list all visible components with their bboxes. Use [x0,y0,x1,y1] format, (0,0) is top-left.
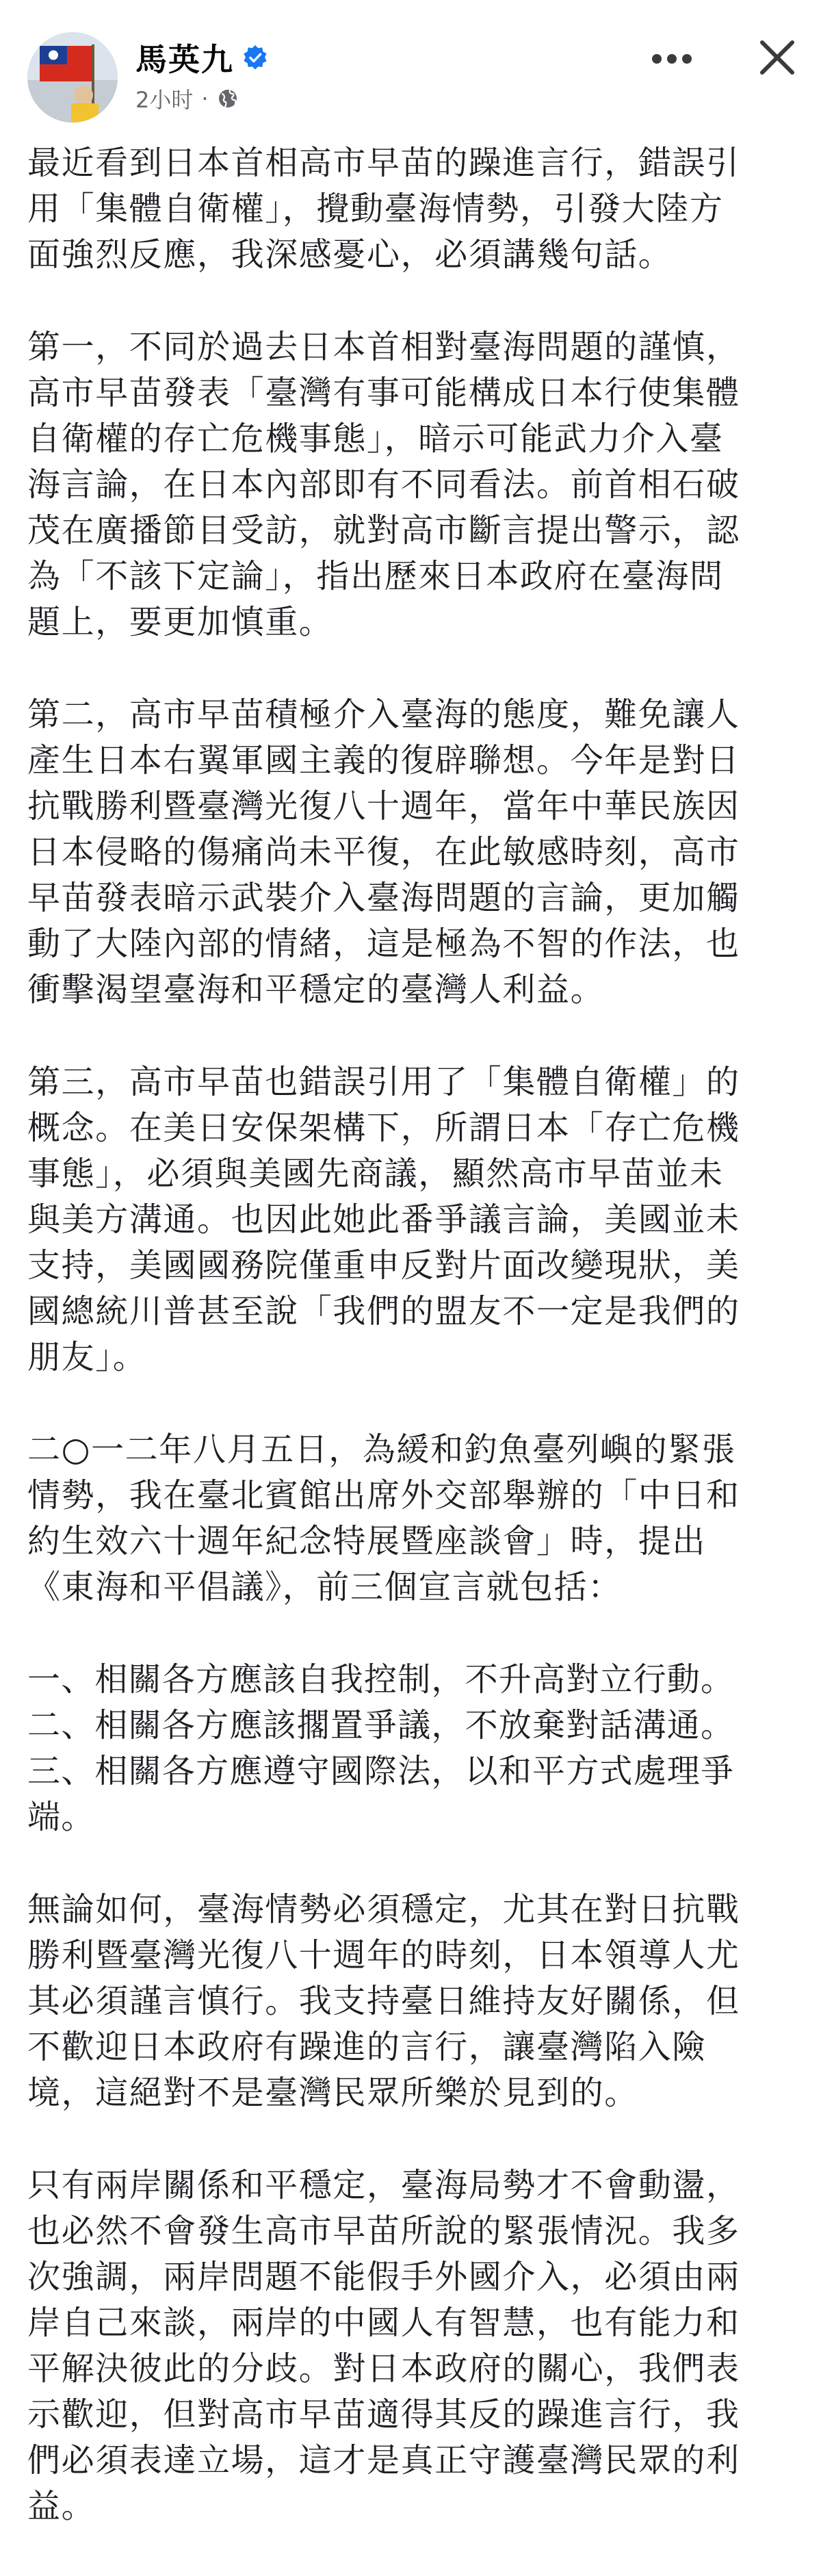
post-paragraph-list: 一、相關各方應該自我控制，不升高對立行動。 二、相關各方應該擱置爭議，不放棄對話溝通。 三、相關各方應遵守國際法，以和平方式處理爭 端。 [27,1660,735,1836]
more-options-button[interactable] [646,33,698,85]
avatar[interactable] [27,32,118,123]
post-paragraph: 第一，不同於過去日本首相對臺海問題的謹慎， 高市早苗發表「臺灣有事可能構成日本行使集體 自衛權的存亡危機事態」，暗示可能武力介入臺 海言論，在日本內部即有不同看法。前首相石破 茂在廣播節目受訪，就對高市斷言提出警示，認 為「不該下定論」，指出歷來日本政府在臺海問 題上，要更加慎重。 [27,328,740,641]
post-paragraph: 無論如何，臺海情勢必須穩定，尤其在對日抗戰 勝利暨臺灣光復八十週年的時刻，日本領導人尤 其必須謹言慎行。我支持臺日維持友好關係，但 不歡迎日本政府有躁進的言行，讓臺灣陷入險 境，這絕對不是臺灣民眾所樂於見到的。 [27,1890,740,2112]
post-timestamp[interactable]: 2小时 [135,87,194,113]
post-header [0,0,821,140]
verified-badge-icon [242,44,268,70]
post-meta [135,83,239,114]
more-icon [650,52,694,66]
author-name-row [135,36,268,79]
avatar-image [27,32,118,123]
post-paragraph: 最近看到日本首相高市早苗的躁進言行，錯誤引 用「集體自衛權」，攪動臺海情勢，引發大陸方 面強烈反應，我深感憂心，必須講幾句話。 [27,144,740,274]
post-paragraph: 只有兩岸關係和平穩定，臺海局勢才不會動盪， 也必然不會發生高市早苗所說的緊張情況。我多 次強調，兩岸問題不能假手外國介入，必須由兩 岸自己來談，兩岸的中國人有智慧，也有能力和 平解決彼此的分歧。對日本政府的關心，我們表 示歡迎，但對高市早苗適得其反的躁進言行，我 們必須表達立場，這才是真正守護臺灣民眾的利 益。 [27,2166,740,2525]
post-paragraph: 二○一二年八月五日，為緩和釣魚臺列嶼的緊張 情勢，我在臺北賓館出席外交部舉辦的「中日和 約生效六十週年紀念特展暨座談會」時，提出 《東海和平倡議》，前三個宣言就包括： [27,1430,740,1606]
post-paragraph: 第二，高市早苗積極介入臺海的態度，難免讓人 產生日本右翼軍國主義的復辟聯想。今年是對日 抗戰勝利暨臺灣光復八十週年，當年中華民族因 日本侵略的傷痛尚未平復，在此敏感時刻，高市 早苗發表暗示武裝介入臺海問題的言論，更加觸 動了大陸內部的情緒，這是極為不智的作法，也 衝擊渴望臺海和平穩定的臺灣人利益。 [27,695,740,1009]
author-name[interactable]: 馬英九 [135,41,234,78]
post-body [27,140,800,2576]
meta-separator: · [201,86,209,112]
close-icon [758,38,796,77]
globe-icon [217,88,239,110]
post-paragraph: 第三，高市早苗也錯誤引用了「集體自衛權」的 概念。在美日安保架構下，所謂日本「存亡危機 事態」，必須與美國先商議，顯然高市早苗並未 與美方溝通。也因此她此番爭議言論，美國並未 支持，美國國務院僅重申反對片面改變現狀，美 國總統川普甚至說「我們的盟友不一定是我們的 朋友」。 [27,1063,740,1376]
close-button[interactable] [747,27,807,88]
